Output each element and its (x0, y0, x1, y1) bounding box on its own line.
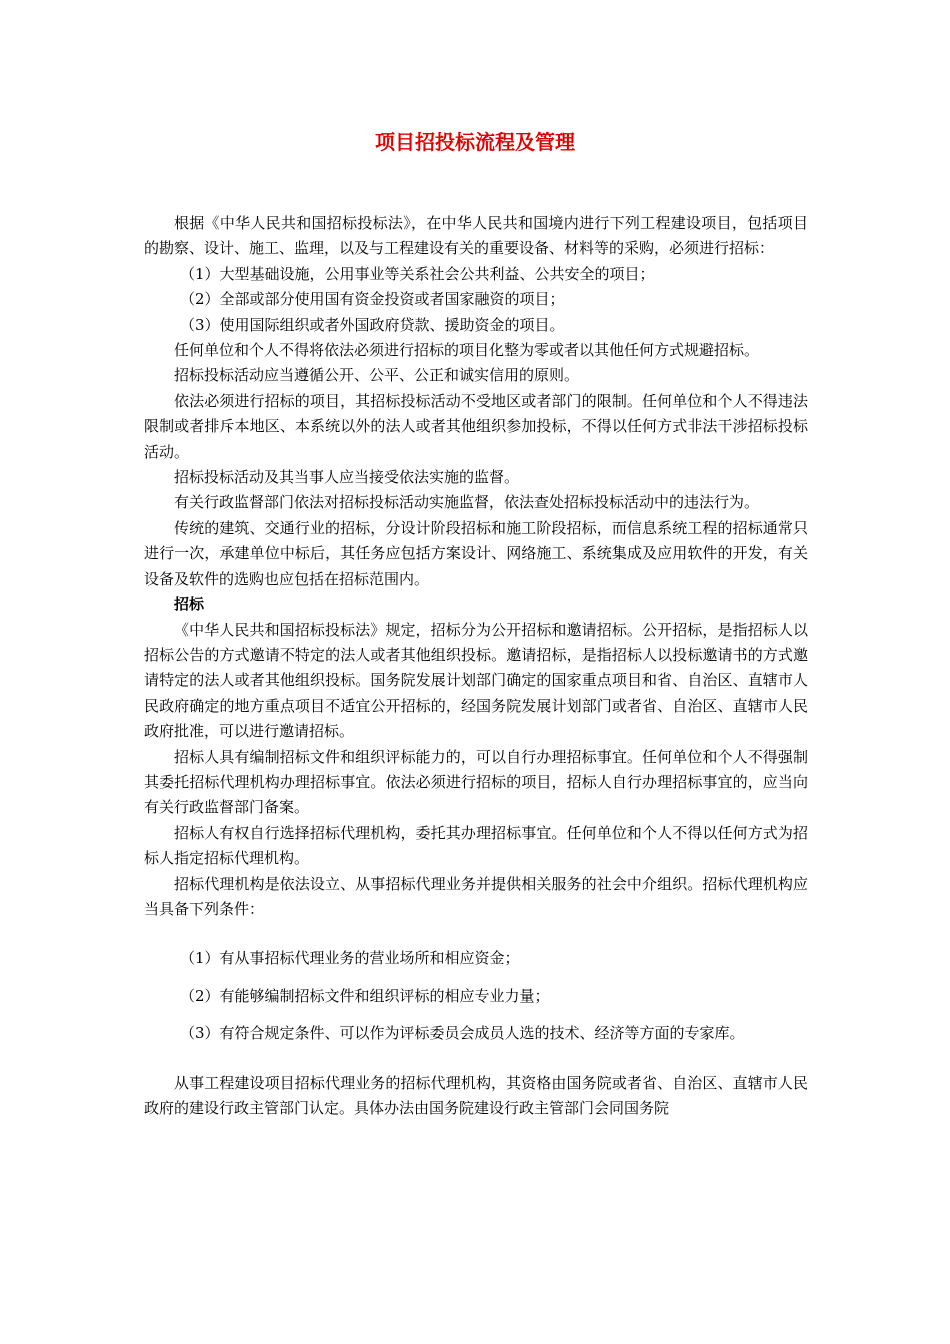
paragraph: 任何单位和个人不得将依法必须进行招标的项目化整为零或者以其他任何方式规避招标。 (174, 341, 760, 360)
paragraph-intro: 根据《中华人民共和国招标投标法》，在中华人民共和国境内进行下列工程建设项目，包括项目的勘察、设计、施工、监理，以及与工程建设有关的重要设备、材料等的采购，必须进行招标： (144, 214, 808, 258)
paragraph: 招标人具有编制招标文件和组织评标能力的，可以自行办理招标事宜。任何单位和个人不得强制其委托招标代理机构办理招标事宜。依法必须进行招标的项目，招标人自行办理招标事宜的，应当向有关行政监督部门备案。 (144, 747, 808, 817)
paragraph: 有关行政监督部门依法对招标投标活动实施监督，依法查处招标投标活动中的违法行为。 (174, 493, 760, 512)
paragraph: 招标代理机构是依法设立、从事招标代理业务并提供相关服务的社会中介组织。招标代理机构应当具备下列条件： (144, 874, 808, 918)
spacer (144, 1059, 808, 1071)
paragraph: 招标投标活动应当遵循公开、公平、公正和诚实信用的原则。 (174, 366, 580, 385)
document-body (144, 211, 808, 1121)
list-item: （3）使用国际组织或者外国政府贷款、援助资金的项目。 (180, 315, 565, 334)
list-item: （2）全部或部分使用国有资金投资或者国家融资的项目； (180, 290, 565, 309)
paragraph-closing: 从事工程建设项目招标代理业务的招标代理机构，其资格由国务院或者省、自治区、直辖市人民政府的建设行政主管部门认定。具体办法由国务院建设行政主管部门会同国务院 (144, 1073, 808, 1117)
document-title: 项目招投标流程及管理 (375, 130, 575, 154)
list-item: （1）大型基础设施，公用事业等关系社会公共利益、公共安全的项目； (180, 264, 655, 283)
condition-item: （3）有符合规定条件、可以作为评标委员会成员人选的技术、经济等方面的专家库。 (180, 1024, 745, 1043)
paragraph: 招标人有权自行选择招标代理机构，委托其办理招标事宜。任何单位和个人不得以任何方式为招标人指定招标代理机构。 (144, 823, 808, 868)
paragraph: 依法必须进行招标的项目，其招标投标活动不受地区或者部门的限制。任何单位和个人不得违法限制或者排斥本地区、本系统以外的法人或者其他组织参加投标，不得以任何方式非法干涉招标投标活动。 (144, 391, 808, 461)
spacer (144, 922, 808, 934)
section-heading: 招标 (174, 595, 205, 614)
paragraph: 招标投标活动及其当事人应当接受依法实施的监督。 (174, 468, 520, 487)
paragraph: 传统的建筑、交通行业的招标，分设计阶段招标和施工阶段招标，而信息系统工程的招标通常只进行一次，承建单位中标后，其任务应包括方案设计、网络施工、系统集成及应用软件的开发，有关设备及软件的选购也应包括在招标范围内。 (144, 518, 808, 588)
paragraph: 《中华人民共和国招标投标法》规定，招标分为公开招标和邀请招标。公开招标，是指招标人以招标公告的方式邀请不特定的法人或者其他组织投标。邀请招标，是指招标人以投标邀请书的方式邀请特定的法人或者其他组织投标。国务院发展计划部门确定的国家重点项目和省、自治区、直辖市人民政府确定的地方重点项目不适宜公开招标的，经国务院发展计划部门或者省、自治区、直辖市人民政府批准，可以进行邀请招标。 (144, 620, 808, 741)
condition-item: （2）有能够编制招标文件和组织评标的相应专业力量； (180, 986, 550, 1005)
condition-item: （1）有从事招标代理业务的营业场所和相应资金； (180, 949, 520, 968)
